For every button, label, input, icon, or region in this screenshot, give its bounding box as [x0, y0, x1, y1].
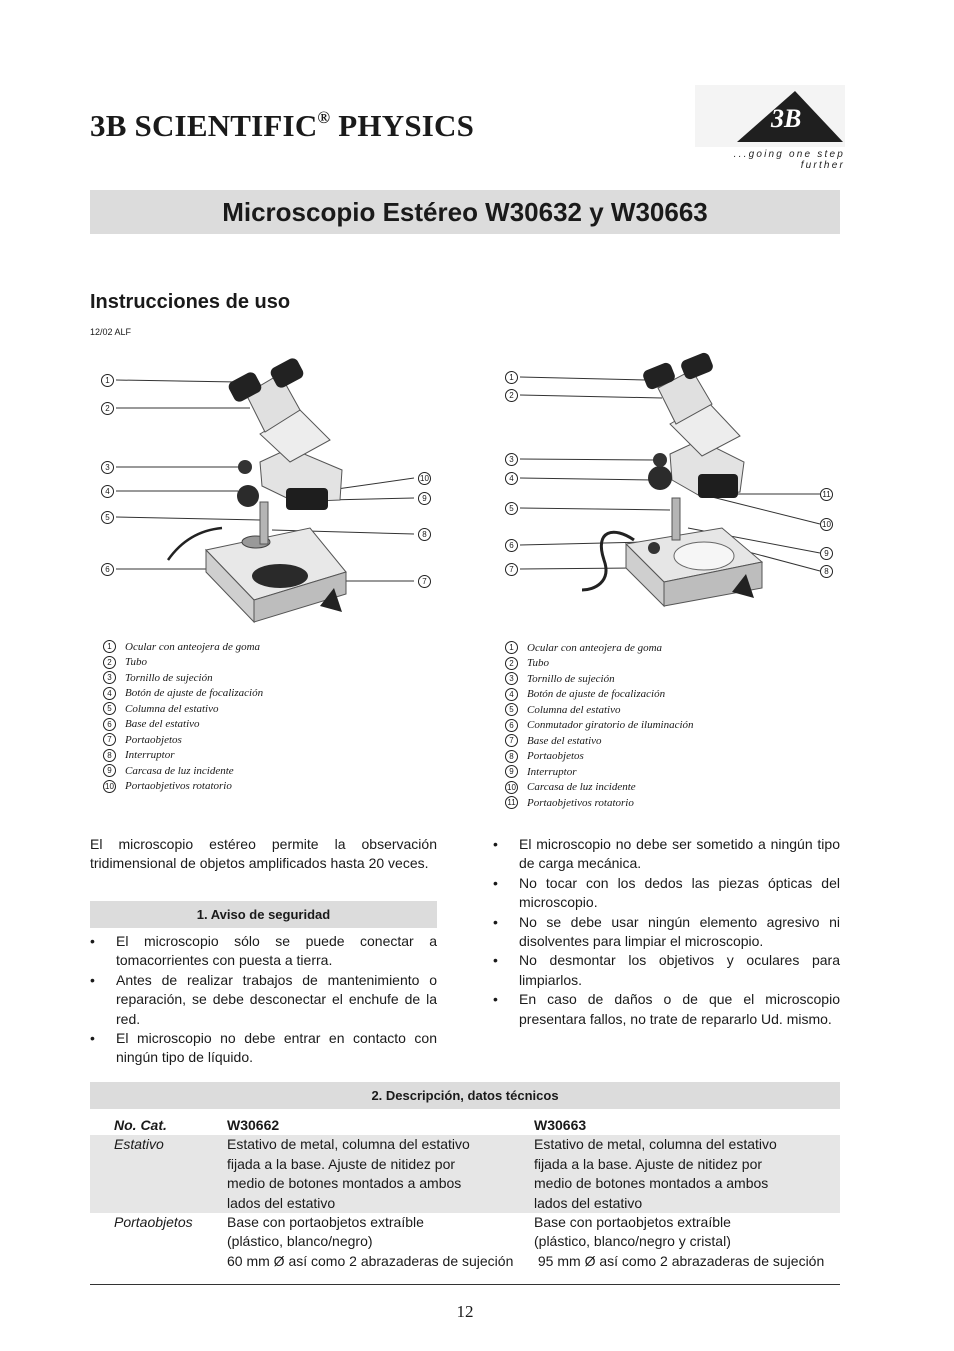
callout-number: 8 [820, 565, 833, 578]
legend-number: 3 [103, 671, 116, 684]
page-number: 12 [456, 1302, 474, 1321]
legend-text: Botón de ajuste de focalización [527, 688, 666, 701]
microscope-illustration-left [90, 350, 450, 630]
section-heading-description: 2. Descripción, datos técnicos [90, 1082, 840, 1109]
legend-text: Portaobjetivos rotatorio [527, 796, 634, 809]
legend-text: Interruptor [527, 765, 577, 778]
callout-number: 4 [505, 472, 518, 485]
page-title: Microscopio Estéreo W30632 y W30663 [222, 196, 708, 227]
bullet-icon: • [493, 836, 498, 852]
legend-text: Tornillo de sujeción [125, 671, 213, 684]
legend-item [103, 732, 263, 748]
table-row-label: Portaobjetos [114, 1214, 193, 1231]
list-item: • El microscopio no debe entrar en contacto con ningún tipo de líquido. [90, 1030, 437, 1066]
legend-left [103, 639, 263, 794]
legend-text: Portaobjetos [125, 733, 182, 746]
legend-item [505, 687, 694, 703]
legend-number: 10 [505, 781, 518, 794]
legend-text: Carcasa de luz incidente [527, 781, 636, 794]
legend-text: Ocular con anteojera de goma [125, 640, 261, 653]
legend-number: 9 [103, 764, 116, 777]
legend-text: Portaobjetivos rotatorio [125, 780, 232, 793]
legend-item [505, 733, 694, 749]
tagline: ...going one step further [733, 149, 845, 171]
legend-text: Carcasa de luz incidente [125, 764, 234, 777]
list-item: • Antes de realizar trabajos de mantenimiento o reparación, se debe desconectar el enchufe de la red. [90, 971, 437, 1027]
legend-number: 5 [505, 703, 518, 716]
legend-number: 6 [505, 719, 518, 732]
callout-number: 6 [505, 539, 518, 552]
list-item: • No tocar con los dedos las piezas ópticas del microscopio. [493, 874, 840, 911]
subtitle: Instrucciones de uso [90, 291, 291, 313]
legend-item [505, 780, 694, 796]
legend-item [103, 670, 263, 686]
legend-item [103, 717, 263, 733]
callout-number: 5 [505, 502, 518, 515]
table-row [90, 1135, 840, 1213]
legend-text: Portaobjetos [527, 750, 584, 763]
svg-text:3B: 3B [771, 104, 802, 133]
table-cell: Estativo de metal, columna del estativo fijada a la base. Ajuste de nitidez por medio de botones montados a ambos lados del estativo [534, 1136, 777, 1211]
legend-number: 8 [505, 750, 518, 763]
legend-text: Columna del estativo [527, 703, 621, 716]
microscope-figure-right [494, 350, 844, 630]
bullet-icon: • [493, 913, 498, 930]
microscope-illustration-right [494, 350, 844, 630]
table-row [90, 1213, 840, 1271]
table-header-label: No. Cat. [114, 1117, 167, 1133]
legend-text: Interruptor [125, 749, 175, 762]
legend-number: 9 [505, 765, 518, 778]
legend-item [103, 639, 263, 655]
microscope-figure-left [90, 350, 450, 630]
callout-number: 9 [418, 492, 431, 505]
legend-number: 1 [103, 640, 116, 653]
legend-text: Base del estativo [125, 718, 200, 731]
legend-item [103, 779, 263, 795]
logo [695, 85, 845, 171]
legend-text: Base del estativo [527, 734, 602, 747]
brand-title: 3B SCIENTIFIC® PHYSICS [90, 107, 475, 143]
callout-number: 3 [505, 453, 518, 466]
callout-number: 9 [820, 547, 833, 560]
legend-number: 11 [505, 796, 518, 809]
list-item: • En caso de daños o de que el microscopio presentara fallos, no trate de repararlo Ud. mismo. [493, 991, 840, 1027]
callout-number: 7 [505, 563, 518, 576]
callout-number: 6 [101, 563, 114, 576]
table-header-col-a: W30662 [227, 1117, 280, 1133]
callout-number: 2 [505, 389, 518, 402]
callout-number: 3 [101, 461, 114, 474]
legend-item [505, 656, 694, 672]
table-header-col-b: W30663 [534, 1117, 587, 1133]
legend-number: 1 [505, 641, 518, 654]
list-item: • No desmontar los objetivos y oculares para limpiarlos. [493, 952, 840, 988]
callout-number: 5 [101, 511, 114, 524]
legend-number: 3 [505, 672, 518, 685]
list-item: • No se debe usar ningún elemento agresivo ni disolventes para limpiar el microscopio. [493, 913, 840, 950]
legend-item [103, 701, 263, 717]
safety-list [90, 932, 437, 1068]
list-item: • El microscopio sólo se puede conectar a tomacorrientes con puesta a tierra. [90, 933, 437, 969]
legend-text: Ocular con anteojera de goma [527, 641, 663, 654]
table-row-label: Estativo [114, 1136, 164, 1153]
section-heading-safety: 1. Aviso de seguridad [90, 901, 437, 928]
bullet-icon: • [493, 952, 498, 969]
legend-item [103, 686, 263, 702]
legend-number: 7 [505, 734, 518, 747]
legend-number: 4 [505, 688, 518, 701]
legend-text: Columna del estativo [125, 702, 219, 715]
legend-item [505, 702, 694, 718]
legend-item [505, 795, 694, 811]
legend-item [505, 640, 694, 656]
callout-number: 4 [101, 485, 114, 498]
list-item: • El microscopio no debe ser sometido a ningún tipo de carga mecánica. [493, 836, 840, 872]
bullet-icon: • [90, 933, 95, 949]
legend-text: Botón de ajuste de focalización [125, 687, 264, 700]
legend-item [505, 764, 694, 780]
callout-number: 8 [418, 528, 431, 541]
intro-paragraph: El microscopio estéreo permite la observación tridimensional de objetos amplificados hasta 20 veces. [90, 836, 437, 872]
3b-logo-icon [695, 85, 845, 147]
legend-item [505, 749, 694, 765]
legend-item [103, 748, 263, 764]
safety-list-continued [493, 835, 840, 1029]
legend-number: 5 [103, 702, 116, 715]
legend-number: 6 [103, 718, 116, 731]
callout-number: 11 [820, 488, 833, 501]
doc-code: 12/02 ALF [90, 327, 132, 337]
legend-number: 2 [103, 656, 116, 669]
legend-text: Tubo [527, 657, 550, 670]
legend-text: Conmutador giratorio de iluminación [527, 719, 694, 732]
callout-number: 1 [101, 374, 114, 387]
legend-item [103, 763, 263, 779]
bullet-icon: • [493, 991, 498, 1008]
legend-text: Tubo [125, 656, 148, 669]
bottom-divider [90, 1284, 840, 1285]
callout-number: 10 [418, 472, 431, 485]
table-header-row [90, 1116, 840, 1135]
callout-number: 10 [820, 518, 833, 531]
legend-number: 7 [103, 733, 116, 746]
bullet-icon: • [90, 971, 95, 988]
callout-number: 7 [418, 575, 431, 588]
legend-number: 2 [505, 657, 518, 670]
legend-right [505, 640, 694, 811]
callout-number: 2 [101, 402, 114, 415]
legend-item [505, 671, 694, 687]
table-cell: Base con portaobjetos extraíble (plástico, blanco/negro y cristal) 95 mm Ø así como 2 abrazaderas de sujeción [534, 1214, 825, 1269]
legend-text: Tornillo de sujeción [527, 672, 615, 685]
legend-number: 10 [103, 780, 116, 793]
callout-number: 1 [505, 371, 518, 384]
title-bar [90, 190, 840, 234]
technical-data-table [90, 1116, 840, 1271]
legend-item [103, 655, 263, 671]
legend-number: 8 [103, 749, 116, 762]
table-cell: Estativo de metal, columna del estativo fijada a la base. Ajuste de nitidez por medio de botones montados a ambos lados del estativo [227, 1136, 470, 1211]
legend-item [505, 718, 694, 734]
legend-number: 4 [103, 687, 116, 700]
bullet-icon: • [90, 1030, 95, 1047]
table-cell: Base con portaobjetos extraíble (plástico, blanco/negro) 60 mm Ø así como 2 abrazaderas de sujeción [227, 1214, 514, 1269]
bullet-icon: • [493, 874, 498, 891]
